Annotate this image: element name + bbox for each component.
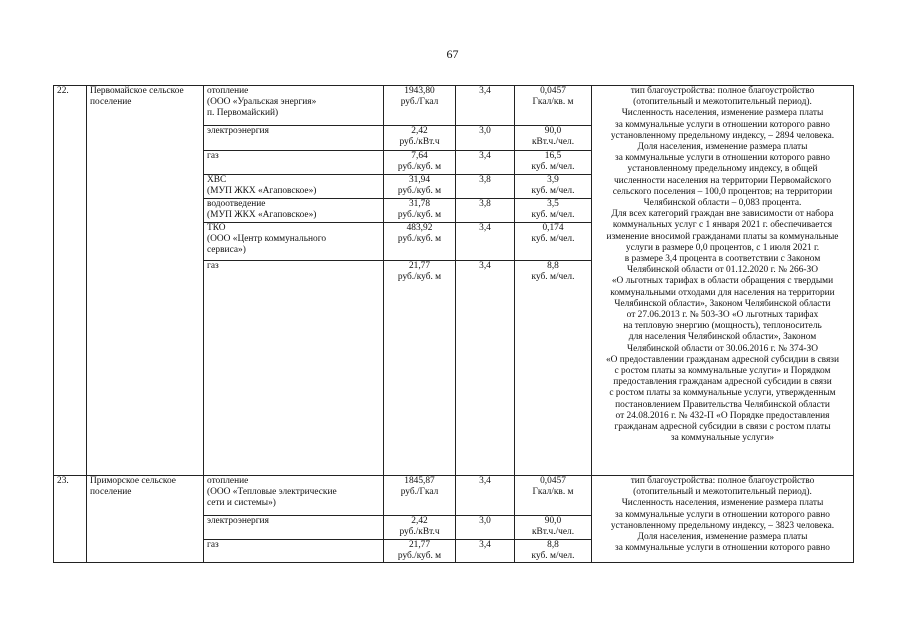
service-name-line: ТКО — [207, 223, 226, 233]
tariff-value — [384, 223, 456, 261]
tariff-value-line: руб./куб. м — [397, 186, 442, 197]
note-line: установленному предельному индексу, – 2894 человека. — [610, 130, 835, 141]
note-line: Численность населения, изменение размера платы — [621, 498, 824, 509]
norm-value-line: 16,5 — [544, 151, 562, 161]
norm-value-line: 0,0457 — [540, 476, 566, 486]
tariff-value-line: 7,64 — [411, 151, 428, 161]
settlement-name: Первомайское сельское поселение — [87, 86, 204, 476]
service-name-line: газ — [207, 151, 219, 161]
index-value: 3,4 — [456, 476, 515, 516]
service-name-line: сервиса») — [207, 245, 246, 256]
tariff-value-line: 21,77 — [408, 540, 431, 550]
service-name-line: (ООО «Тепловые электрические — [207, 487, 337, 498]
norm-value — [515, 86, 592, 126]
index-value: 3,4 — [456, 223, 515, 261]
note-line: сельского поселения – 100,0 процентов; на территории — [612, 186, 833, 197]
service-name — [204, 223, 384, 261]
norm-value — [515, 126, 592, 151]
index-value: 3,4 — [456, 86, 515, 126]
service-name-line: (ООО «Центр коммунального — [207, 234, 327, 245]
norm-value-line: 90,0 — [544, 126, 562, 136]
service-name — [204, 476, 384, 516]
tariff-value — [384, 540, 456, 563]
note-line: в размере 3,4 процента в соответствии с Законом — [624, 254, 821, 265]
service-name — [204, 151, 384, 175]
norm-value-line: 3,9 — [547, 175, 559, 185]
tariff-value — [384, 126, 456, 151]
note-line: от 24.08.2016 г. № 432-П «О Порядке предоставления — [615, 410, 830, 421]
note-line: установленному предельному индексу, – 3823 человека. — [610, 520, 835, 531]
service-name — [204, 126, 384, 151]
note-line: за коммунальные услуги в отношении которого равно — [614, 153, 830, 164]
tariff-value — [384, 476, 456, 516]
table-row — [54, 86, 854, 126]
note-line: за коммунальные услуги в отношении которого равно — [614, 509, 830, 520]
norm-value — [515, 199, 592, 223]
service-name — [204, 540, 384, 563]
note-line: изменение вносимой гражданами платы за коммунальные — [606, 231, 839, 242]
norm-value-line: куб. м/чел. — [531, 162, 575, 173]
note-line: Численность населения, изменение размера платы — [621, 108, 824, 119]
tariff-value-line: руб./куб. м — [397, 272, 442, 283]
note-line: Доля населения, изменение размера платы — [637, 142, 808, 153]
norm-value-line: кВт.ч./чел. — [531, 527, 575, 538]
note-line: предоставления гражданам адресной субсидии в связи — [613, 377, 832, 388]
note-line: «О предоставлении гражданам адресной субсидии в связи — [605, 354, 840, 365]
service-name-line: (ООО «Уральская энергия» — [207, 97, 317, 108]
service-name-line: отопление — [207, 86, 249, 96]
note-line: Для всех категорий граждан вне зависимости от набора — [611, 209, 834, 220]
norm-value — [515, 261, 592, 476]
tariff-value-line: руб./Гкал — [400, 487, 439, 498]
index-value: 3,4 — [456, 151, 515, 175]
note-line: с ростом платы за коммунальные услуги» и Порядком — [614, 366, 831, 377]
note-line: за коммунальные услуги в отношении которого равно — [614, 543, 830, 554]
tariff-value-line: руб./кВт.ч — [399, 527, 440, 538]
note-line: постановлением Правительства Челябинской области — [615, 399, 830, 410]
note-line: Доля населения, изменение размера платы — [637, 532, 808, 543]
note-line: тип благоустройства: полное благоустройство — [630, 86, 815, 96]
index-value: 3,4 — [456, 261, 515, 476]
row-number: 22. — [54, 86, 87, 476]
norm-value-line: кВт.ч./чел. — [531, 137, 575, 148]
norm-value-line: куб. м/чел. — [531, 272, 575, 283]
service-name — [204, 86, 384, 126]
index-value: 3,4 — [456, 540, 515, 563]
tariff-value-line: 31,78 — [408, 199, 431, 209]
table-row — [54, 476, 854, 516]
service-name-line: п. Первомайский) — [207, 108, 279, 119]
tariff-value-line: 2,42 — [411, 126, 428, 136]
tariff-value-line: 483,92 — [406, 223, 433, 233]
service-name — [204, 261, 384, 476]
note-line: за коммунальные услуги» — [670, 433, 775, 444]
norm-value-line: 90,0 — [544, 516, 562, 526]
note-line: установленному предельному индексу, в общей — [627, 164, 818, 175]
note-line: на тепловую энергию (мощность), теплоноситель — [623, 321, 822, 332]
service-name-line: водоотведение — [207, 199, 266, 209]
service-name — [204, 516, 384, 540]
norm-value-line: куб. м/чел. — [531, 210, 575, 221]
norm-value — [515, 151, 592, 175]
tariff-value-line: 2,42 — [411, 516, 428, 526]
norm-value — [515, 516, 592, 540]
note-line: численности населения на территории Первомайского — [613, 175, 832, 186]
tariff-value-line: руб./Гкал — [400, 97, 439, 108]
tariff-value — [384, 151, 456, 175]
tariff-value-line: 31,94 — [408, 175, 431, 185]
norm-value-line: 3,5 — [547, 199, 559, 209]
service-name-line: газ — [207, 540, 219, 550]
note-line: с ростом платы за коммунальные услуги, утвержденным — [609, 388, 836, 399]
note-line: за коммунальные услуги в отношении которого равно — [614, 119, 830, 130]
tariff-value — [384, 86, 456, 126]
service-name-line: отопление — [207, 476, 249, 486]
tariff-value — [384, 199, 456, 223]
service-name — [204, 175, 384, 199]
note-line: коммунальными отходами для населения на территории — [610, 287, 835, 298]
index-value: 3,8 — [456, 175, 515, 199]
note-line: коммунальных услуг с 1 января 2021 г. обеспечивается — [612, 220, 833, 231]
norm-value — [515, 476, 592, 516]
settlement-name: Приморское сельское поселение — [87, 476, 204, 563]
service-name-line: ХВС — [207, 175, 227, 185]
index-value: 3,8 — [456, 199, 515, 223]
note-line: тип благоустройства: полное благоустройство — [630, 476, 815, 486]
norm-value-line: 0,0457 — [540, 86, 566, 96]
settlement-note — [592, 86, 854, 476]
service-name-line: газ — [207, 261, 219, 271]
norm-value-line: куб. м/чел. — [531, 551, 575, 562]
norm-value — [515, 540, 592, 563]
note-line: услуги в размере 0,0 процентов, с 1 июля 2021 г. — [625, 242, 820, 253]
note-line: гражданам адресной субсидии в связи с ростом платы — [614, 422, 831, 433]
service-name — [204, 199, 384, 223]
note-line: (отопительный и межотопительный период). — [633, 487, 812, 498]
index-value: 3,0 — [456, 126, 515, 151]
tariff-value-line: руб./кВт.ч — [399, 137, 440, 148]
service-name-line: электроэнергия — [207, 516, 269, 526]
note-line: (отопительный и межотопительный период). — [633, 97, 812, 108]
norm-value — [515, 223, 592, 261]
norm-value-line: 8,8 — [547, 540, 559, 550]
tariff-value-line: руб./куб. м — [397, 551, 442, 562]
service-name-line: (МУП ЖКХ «Агаповское») — [207, 210, 317, 221]
norm-value-line: 8,8 — [547, 261, 559, 271]
norm-value — [515, 175, 592, 199]
note-line: «О льготных тарифах в области обращения с твердыми — [611, 276, 834, 287]
note-line: для населения Челябинской области», Законом — [628, 332, 817, 343]
index-value: 3,0 — [456, 516, 515, 540]
note-line: Челябинской области», Законом Челябинской области — [614, 298, 831, 309]
norm-value-line: 0,174 — [542, 223, 564, 233]
norm-value-line: Гкал/кв. м — [532, 97, 574, 108]
note-line: Челябинской области от 30.06.2016 г. № 374-ЗО — [627, 343, 818, 354]
tariff-value-line: 21,77 — [408, 261, 431, 271]
service-name-line: сети и системы») — [207, 498, 276, 509]
norm-value-line: куб. м/чел. — [531, 234, 575, 245]
tariff-value-line: 1845,87 — [404, 476, 435, 486]
tariff-value — [384, 261, 456, 476]
tariff-value-line: руб./куб. м — [397, 234, 442, 245]
norm-value-line: куб. м/чел. — [531, 186, 575, 197]
tariff-value-line: 1943,80 — [404, 86, 435, 96]
note-line: Челябинской области – 0,083 процента. — [643, 198, 802, 209]
service-name-line: (МУП ЖКХ «Агаповское») — [207, 186, 317, 197]
tariff-value — [384, 175, 456, 199]
tariff-value-line: руб./куб. м — [397, 162, 442, 173]
tariff-value — [384, 516, 456, 540]
service-name-line: электроэнергия — [207, 126, 269, 136]
settlement-note — [592, 476, 854, 563]
norm-value-line: Гкал/кв. м — [532, 487, 574, 498]
page-number: 67 — [446, 47, 459, 61]
tariff-table — [53, 85, 854, 563]
note-line: от 27.06.2013 г. № 503-ЗО «О льготных тарифах — [626, 310, 819, 321]
note-line: Челябинской области от 01.12.2020 г. № 266-ЗО — [627, 265, 818, 276]
row-number: 23. — [54, 476, 87, 563]
tariff-value-line: руб./куб. м — [397, 210, 442, 221]
